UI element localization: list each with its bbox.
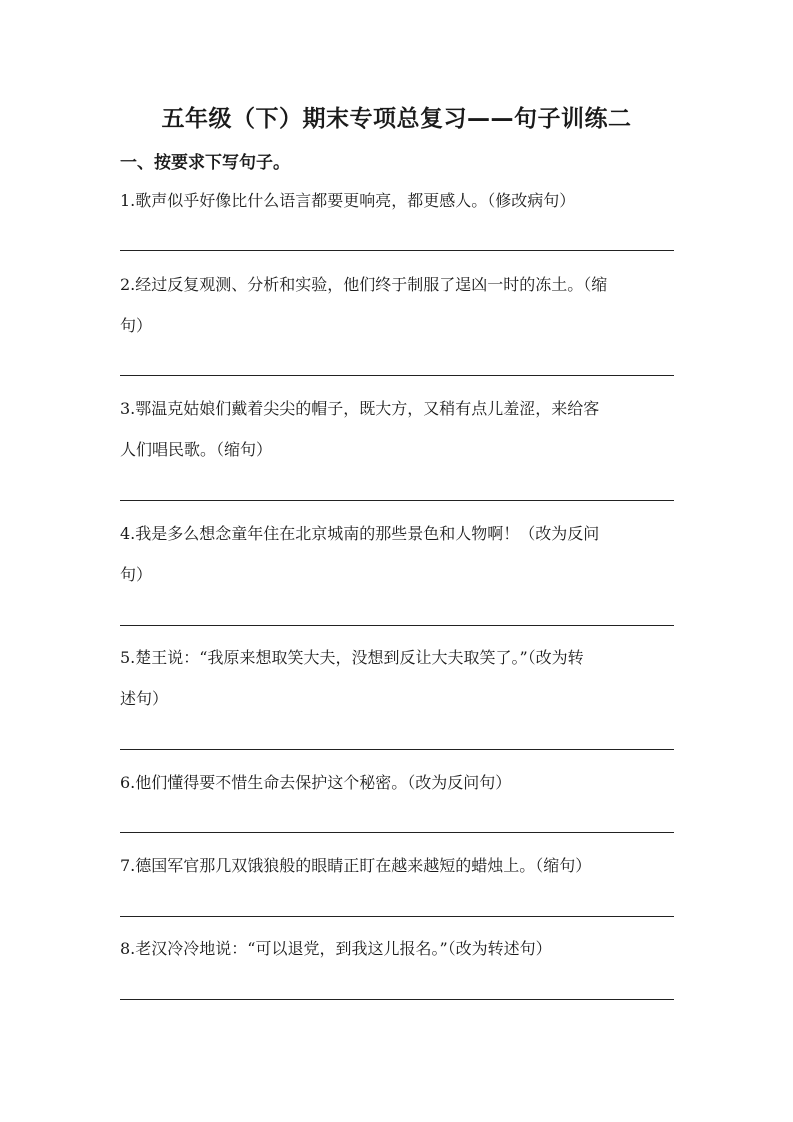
answer-line-1[interactable] <box>120 250 674 251</box>
question-2-text-line2: 句） <box>120 316 153 335</box>
question-8 <box>120 928 676 969</box>
question-1-text: 1.歌声似乎好像比什么语言都要更响亮，都更感人。（修改病句） <box>120 191 576 210</box>
question-4-text-line1: 4.我是多么想念童年住在北京城南的那些景色和人物啊！（改为反问 <box>120 524 600 543</box>
question-5-text-line1: 5.楚王说：“我原来想取笑大夫，没想到反让大夫取笑了。”（改为转 <box>120 648 584 667</box>
question-4 <box>120 513 676 595</box>
section-heading: 一、按要求下写句子。 <box>120 153 290 173</box>
question-1 <box>120 180 676 221</box>
question-5-text-line2: 述句） <box>120 689 169 708</box>
question-3 <box>120 388 676 470</box>
question-7-text: 7.德国军官那几双饿狼般的眼睛正盯在越来越短的蜡烛上。（缩句） <box>120 856 592 875</box>
question-5 <box>120 637 676 719</box>
question-7 <box>120 845 676 886</box>
question-4-text-line2: 句） <box>120 565 153 584</box>
question-6 <box>120 762 676 803</box>
answer-line-6[interactable] <box>120 832 674 833</box>
question-6-text: 6.他们懂得要不惜生命去保护这个秘密。（改为反问句） <box>120 773 512 792</box>
question-3-text-line2: 人们唱民歌。（缩句） <box>120 440 273 459</box>
question-8-text: 8.老汉冷冷地说：“可以退党，到我这儿报名。”（改为转述句） <box>120 939 552 958</box>
answer-line-3[interactable] <box>120 500 674 501</box>
question-2-text-line1: 2.经过反复观测、分析和实验，他们终于制服了逞凶一时的冻土。（缩 <box>120 275 608 294</box>
page-title: 五年级（下）期末专项总复习——句子训练二 <box>161 106 632 132</box>
answer-line-2[interactable] <box>120 375 674 376</box>
answer-line-8[interactable] <box>120 999 674 1000</box>
answer-line-5[interactable] <box>120 749 674 750</box>
answer-line-7[interactable] <box>120 916 674 917</box>
question-2 <box>120 264 676 346</box>
answer-line-4[interactable] <box>120 625 674 626</box>
question-3-text-line1: 3.鄂温克姑娘们戴着尖尖的帽子，既大方，又稍有点儿羞涩，来给客 <box>120 399 600 418</box>
